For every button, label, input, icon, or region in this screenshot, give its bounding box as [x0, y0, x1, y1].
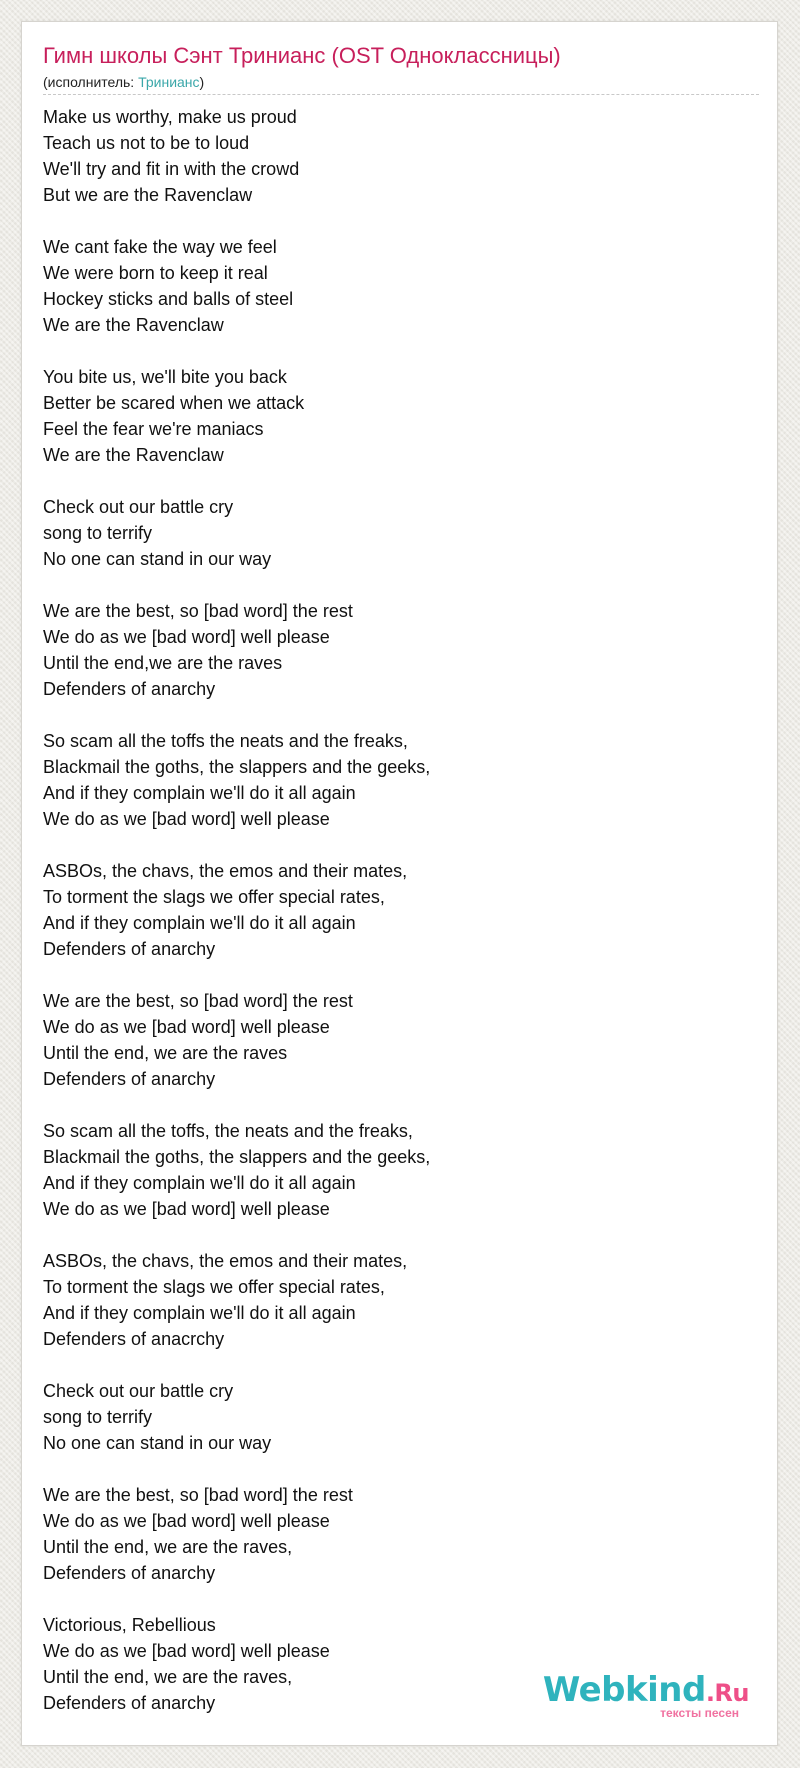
- lyric-line: We were born to keep it real: [43, 263, 268, 283]
- lyric-line: To torment the slags we offer special rates,: [43, 887, 385, 907]
- lyric-line: We do as we [bad word] well please: [43, 1199, 330, 1219]
- lyric-line: We do as we [bad word] well please: [43, 1017, 330, 1037]
- lyric-line: To torment the slags we offer special rates,: [43, 1277, 385, 1297]
- lyric-line: We cant fake the way we feel: [43, 237, 277, 257]
- title-divider: [43, 94, 759, 95]
- lyric-line: song to terrify: [43, 1407, 153, 1427]
- lyric-line: But we are the Ravenclaw: [43, 185, 253, 205]
- lyric-line: And if they complain we'll do it all again: [43, 913, 356, 933]
- lyrics-stanza: [43, 494, 430, 572]
- lyric-line: We are the Ravenclaw: [43, 315, 224, 335]
- lyric-line: We are the best, so [bad word] the rest: [43, 1485, 353, 1505]
- performer-line: [43, 73, 204, 91]
- lyric-line: Defenders of anacrchy: [43, 1329, 225, 1349]
- lyrics-stanza: [43, 364, 430, 468]
- lyric-line: Until the end, we are the raves,: [43, 1537, 293, 1557]
- lyric-line: And if they complain we'll do it all again: [43, 783, 356, 803]
- lyrics-card: [21, 21, 778, 1746]
- performer-prefix: (исполнитель:: [43, 74, 139, 90]
- lyric-line: No one can stand in our way: [43, 1433, 272, 1453]
- logo-tagline: тексты песен: [660, 1706, 739, 1720]
- lyrics-stanza: [43, 104, 430, 208]
- lyric-line: ASBOs, the chavs, the emos and their mates,: [43, 1251, 408, 1271]
- lyric-line: So scam all the toffs, the neats and the freaks,: [43, 1121, 413, 1141]
- lyrics-stanza: [43, 1248, 430, 1352]
- lyrics-stanza: [43, 858, 430, 962]
- lyrics-stanza: [43, 598, 430, 702]
- lyric-line: We are the best, so [bad word] the rest: [43, 601, 353, 621]
- lyrics-stanza: [43, 234, 430, 338]
- lyric-line: Blackmail the goths, the slappers and the geeks,: [43, 1147, 431, 1167]
- lyric-line: We do as we [bad word] well please: [43, 627, 330, 647]
- lyrics-stanza: [43, 1378, 430, 1456]
- lyrics-stanza: [43, 1612, 430, 1716]
- logo-brand: Webkind: [542, 1670, 706, 1710]
- lyrics-body: [43, 104, 430, 1716]
- lyric-line: We'll try and fit in with the crowd: [43, 159, 300, 179]
- performer-link[interactable]: Тринианс: [138, 74, 200, 90]
- lyric-line: We do as we [bad word] well please: [43, 1511, 330, 1531]
- lyric-line: We are the best, so [bad word] the rest: [43, 991, 353, 1011]
- performer-suffix: ): [199, 74, 205, 90]
- lyric-line: We do as we [bad word] well please: [43, 809, 330, 829]
- lyric-line: Until the end,we are the raves: [43, 653, 283, 673]
- lyric-line: Until the end, we are the raves,: [43, 1667, 293, 1687]
- lyric-line: You bite us, we'll bite you back: [43, 367, 287, 387]
- logo-tld: .Ru: [705, 1679, 749, 1707]
- lyric-line: We do as we [bad word] well please: [43, 1641, 330, 1661]
- lyric-line: Teach us not to be to loud: [43, 133, 250, 153]
- lyric-line: Hockey sticks and balls of steel: [43, 289, 294, 309]
- lyric-line: Check out our battle cry: [43, 497, 234, 517]
- lyric-line: Until the end, we are the raves: [43, 1043, 288, 1063]
- lyric-line: song to terrify: [43, 523, 153, 543]
- lyric-line: We are the Ravenclaw: [43, 445, 224, 465]
- lyric-line: No one can stand in our way: [43, 549, 272, 569]
- lyric-line: Defenders of anarchy: [43, 679, 216, 699]
- lyric-line: Feel the fear we're maniacs: [43, 419, 264, 439]
- lyric-line: So scam all the toffs the neats and the freaks,: [43, 731, 408, 751]
- lyrics-stanza: [43, 1482, 430, 1586]
- lyrics-stanza: [43, 728, 430, 832]
- lyric-line: Victorious, Rebellious: [43, 1615, 216, 1635]
- lyrics-stanza: [43, 1118, 430, 1222]
- lyric-line: Defenders of anarchy: [43, 1069, 216, 1089]
- lyric-line: Defenders of anarchy: [43, 1693, 216, 1713]
- lyric-line: And if they complain we'll do it all again: [43, 1303, 356, 1323]
- lyric-line: Defenders of anarchy: [43, 1563, 216, 1583]
- lyric-line: Make us worthy, make us proud: [43, 107, 297, 127]
- lyric-line: Blackmail the goths, the slappers and the geeks,: [43, 757, 431, 777]
- lyrics-stanza: [43, 988, 430, 1092]
- site-logo[interactable]: [542, 1670, 749, 1720]
- lyric-line: Defenders of anarchy: [43, 939, 216, 959]
- lyric-line: And if they complain we'll do it all again: [43, 1173, 356, 1193]
- lyric-line: ASBOs, the chavs, the emos and their mates,: [43, 861, 408, 881]
- song-title: Гимн школы Сэнт Тринианс (OST Одноклассницы): [43, 43, 561, 68]
- lyric-line: Better be scared when we attack: [43, 393, 305, 413]
- lyric-line: Check out our battle cry: [43, 1381, 234, 1401]
